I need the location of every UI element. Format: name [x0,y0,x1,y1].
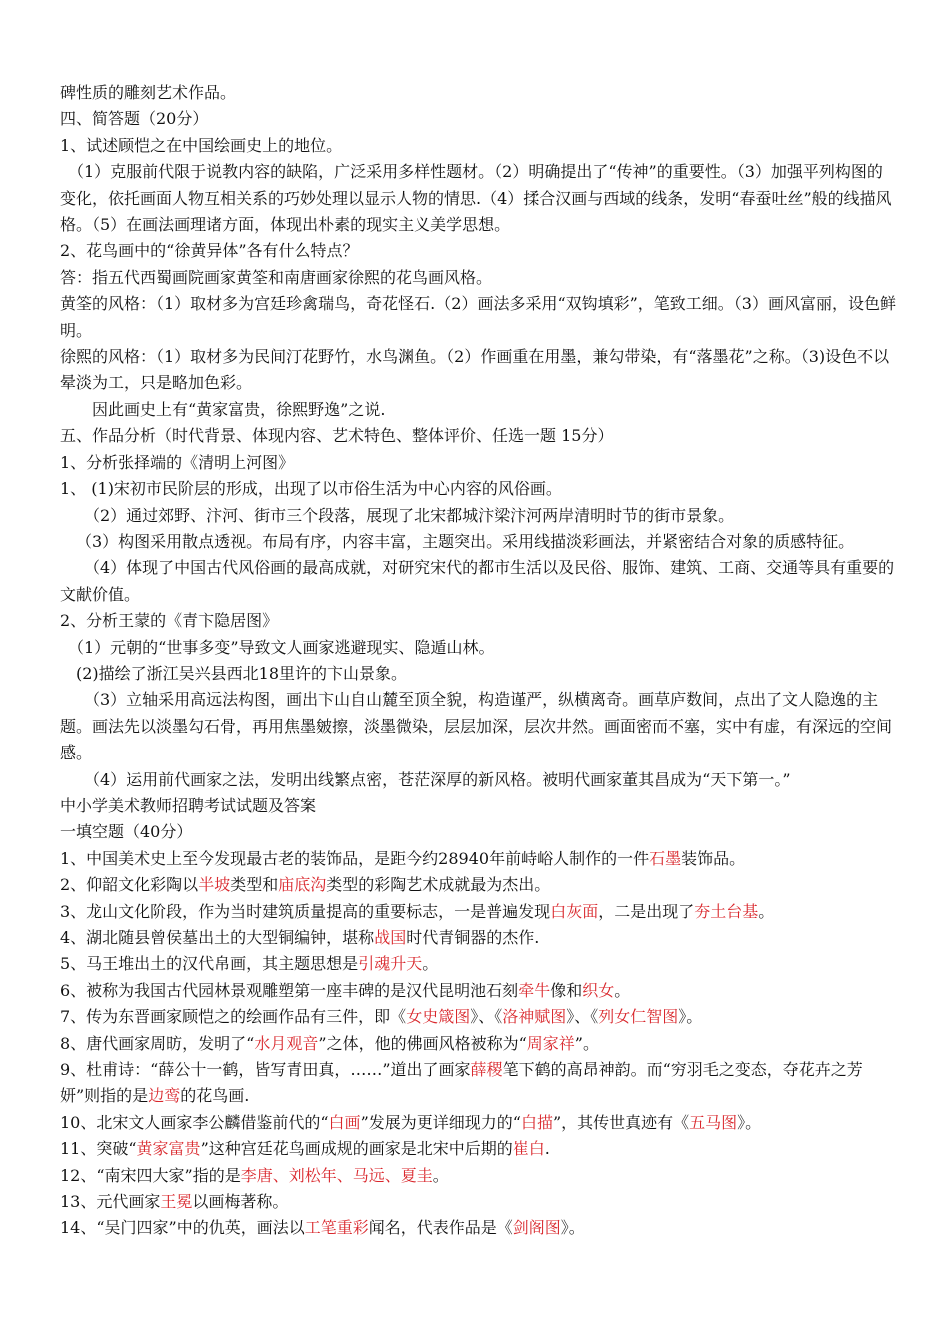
paragraph-text: 。 [614,980,631,1000]
answer-text: 周家祥 [526,1033,575,1053]
document-page [60,80,896,1242]
paragraph-text: 7、传为东晋画家顾恺之的绘画作品有三件，即《 [60,1007,407,1027]
text-paragraph [60,80,896,106]
paragraph-text: 类型的彩陶艺术成就最为杰出。 [326,875,551,895]
text-paragraph [60,608,896,634]
answer-text: 崔白 [512,1139,545,1159]
text-paragraph [60,1031,896,1057]
text-paragraph [60,1004,896,1030]
paragraph-text: ”。 [574,1033,599,1053]
paragraph-text: 5、马王堆出土的汉代帛画，其主题思想是 [60,954,359,974]
paragraph-text: ”，其传世真迹有《 [552,1112,690,1132]
paragraph-text: 闻名，代表作品是《 [368,1218,513,1238]
text-paragraph [60,555,896,608]
paragraph-text: 9、杜甫诗：“薛公十一鹤，皆写青田真，……”道出了画家 [60,1060,471,1080]
paragraph-text: 。 [758,901,775,921]
paragraph-text: (2)描绘了浙江吴兴县西北18里许的卞山景象。 [76,663,408,683]
paragraph-text: 2、仰韶文化彩陶以 [60,875,199,895]
text-paragraph [60,1136,896,1162]
paragraph-text: ，二是出现了 [598,901,695,921]
paragraph-text: 徐熙的风格：（1）取材多为民间汀花野竹，水鸟渊鱼。（2）作画重在用墨，兼勾带染，有“落墨花”之称。（3)设色不以晕淡为工，只是略加色彩。 [60,347,890,393]
paragraph-text: 因此画史上有“黄家富贵，徐熙野逸”之说. [92,399,386,419]
paragraph-text: 》。 [678,1007,703,1027]
paragraph-text: ”发展为更详细现力的“ [360,1112,521,1132]
paragraph-text: 笔下鹤的高昂神韵。而“穷羽毛之变态，夺花卉之芳妍”则指的是 [60,1060,863,1106]
answer-text: 剑阁图 [512,1218,561,1238]
answer-text: 女史箴图 [406,1007,471,1027]
text-paragraph [60,344,896,397]
answer-text: 五马图 [689,1112,738,1132]
paragraph-text: 》。 [560,1218,585,1238]
paragraph-text: 碑性质的雕刻艺术作品。 [60,83,237,102]
answer-text: 工笔重彩 [304,1218,369,1238]
text-paragraph [60,159,896,238]
paragraph-text: 类型和 [230,875,279,895]
paragraph-text: 中小学美术教师招聘考试试题及答案 [60,795,317,815]
answer-text: 半坡 [198,875,231,895]
text-paragraph [60,450,896,476]
paragraph-text: 6、被称为我国古代园林景观雕塑第一座丰碑的是汉代昆明池石刻 [60,980,519,1000]
paragraph-text: 13、元代画家 [60,1192,161,1212]
paragraph-text: 》、《 [566,1007,599,1027]
paragraph-text: 的花鸟画. [180,1086,250,1106]
paragraph-text: 2、分析王蒙的《青卞隐居图》 [60,611,279,631]
paragraph-text: 4、湖北随县曾侯墓出土的大型铜编钟，堪称 [60,928,375,947]
answer-text: 黄家富贵 [136,1139,201,1159]
text-paragraph [60,423,896,449]
paragraph-text: 五、作品分析（时代背景、体现内容、艺术特色、整体评价、任选一题 15分） [60,426,614,446]
paragraph-text: （2）通过郊野、汴河、街市三个段落，展现了北宋都城汴梁汴河两岸清明时节的街市景象。 [84,505,735,525]
paragraph-text: 》。 [737,1112,762,1132]
paragraph-text: （3）立轴采用高远法构图，画出卞山自山麓至顶全貌，构造谨严，纵横离奇。画草庐数间，点出了文人隐逸的主题。画法先以淡墨勾石骨，再用焦墨皴擦，淡墨微染，层层加深，层次井然。画面密而不塞，实中有虚，有深远的空间感。 [60,690,893,763]
paragraph-text: 1、 (1)宋初市民阶层的形成，出现了以市俗生活为中心内容的风俗画。 [60,479,562,499]
paragraph-text: （1）克服前代限于说教内容的缺陷，广泛采用多样性题材。（2）明确提出了“传神”的重要性。（3）加强平列构图的变化，依托画面人物互相关系的巧妙处理以显示人物的情思.（4）揉合汉画与西域的线条，发明“春蚕吐丝”般的线描风格。（5）在画法画理诸方面，体现出朴素的现实主义美学思想。 [60,162,892,235]
text-paragraph [60,635,896,661]
text-paragraph [60,238,896,264]
paragraph-text: 8、唐代画家周昉，发明了“ [60,1033,255,1053]
paragraph-text: （1）元朝的“世事多变”导致文人画家逃避现实、隐遁山林。 [68,637,495,657]
text-paragraph [60,1189,896,1215]
answer-text: 洛神赋图 [502,1007,567,1027]
text-paragraph [60,1057,896,1110]
paragraph-text: 10、北宋文人画家李公麟借鉴前代的“ [60,1112,329,1132]
paragraph-text: 1、分析张择端的《清明上河图》 [60,452,295,472]
text-paragraph [60,872,896,898]
paragraph-text: 。 [422,954,439,974]
answer-text: 白灰面 [550,901,599,921]
paragraph-text: 。 [432,1165,449,1185]
text-paragraph [60,291,896,344]
answer-text: 王冕 [160,1192,193,1212]
text-paragraph [60,846,896,872]
text-paragraph [60,1215,896,1241]
text-paragraph [60,1110,896,1136]
answer-text: 薛稷 [470,1060,503,1080]
text-paragraph [60,793,896,819]
text-paragraph [60,687,896,766]
paragraph-text: 以画梅著称。 [192,1192,289,1212]
text-paragraph [60,819,896,845]
text-paragraph [60,899,896,925]
text-paragraph [60,397,896,423]
text-paragraph [60,767,896,793]
answer-text: 战国 [374,928,407,947]
paragraph-text: 时代青铜器的杰作. [406,928,540,947]
paragraph-text: 12、“南宋四大家”指的是 [60,1165,241,1185]
text-paragraph [60,978,896,1004]
answer-text: 列女仁智图 [598,1007,679,1027]
answer-text: 石墨 [649,848,682,868]
text-paragraph [60,1163,896,1189]
paragraph-text: 14、“吴门四家”中的仇英，画法以 [60,1218,305,1238]
text-paragraph [60,133,896,159]
paragraph-text: 四、简答题（20分） [60,109,209,129]
paragraph-text: 答：指五代西蜀画院画家黄筌和南唐画家徐熙的花鸟画风格。 [60,267,493,287]
text-paragraph [60,951,896,977]
text-paragraph [60,661,896,687]
answer-text: 白描 [520,1112,553,1132]
paragraph-text: （4）体现了中国古代风俗画的最高成就，对研究宋代的都市生活以及民俗、服饰、建筑、工商、交通等具有重要的文献价值。 [60,558,895,604]
paragraph-text: . [544,1139,550,1159]
answer-text: 夯土台基 [694,901,759,921]
paragraph-text: 黄筌的风格：（1）取材多为宫廷珍禽瑞鸟，奇花怪石.（2）画法多采用“双钩填彩”，笔致工细。（3）画风富丽，设色鲜明。 [60,294,896,340]
paragraph-text: 一填空题（40分） [60,822,193,842]
paragraph-text: 1、中国美术史上至今发现最古老的装饰品，是距今约28940年前峙峪人制作的一件 [60,848,650,868]
text-paragraph [60,529,896,555]
paragraph-text: 》、《 [470,1007,503,1027]
text-paragraph [60,106,896,132]
answer-text: 庙底沟 [278,875,327,895]
answer-text: 织女 [582,980,615,1000]
answer-text: 引魂升天 [358,954,423,974]
paragraph-text: 3、龙山文化阶段，作为当时建筑质量提高的重要标志，一是普遍发现 [60,901,551,921]
paragraph-text: 装饰品。 [681,848,746,868]
paragraph-text: ”之体，他的佛画风格被称为“ [318,1033,527,1053]
paragraph-text: 11、突破“ [60,1139,137,1159]
paragraph-text: （3）构图采用散点透视。布局有序，内容丰富，主题突出。采用线描淡彩画法，并紧密结合对象的质感特征。 [76,531,855,551]
paragraph-text: 1、试述顾恺之在中国绘画史上的地位。 [60,135,343,155]
paragraph-text: （4）运用前代画家之法，发明出线繁点密，苍茫深厚的新风格。被明代画家董其昌成为“天下第一。” [84,769,791,789]
paragraph-text: ”这种宫廷花鸟画成规的画家是北宋中后期的 [200,1139,513,1159]
answer-text: 水月观音 [254,1033,319,1053]
text-paragraph [60,925,896,951]
paragraph-text: 2、花鸟画中的“徐黄异体”各有什么特点？ [60,241,359,261]
text-paragraph [60,265,896,291]
answer-text: 白画 [328,1112,361,1132]
text-paragraph [60,503,896,529]
answer-text: 边鸾 [148,1086,181,1106]
answer-text: 李唐、刘松年、马远、夏圭 [240,1165,433,1185]
text-paragraph [60,476,896,502]
paragraph-text: 像和 [550,980,583,1000]
answer-text: 牵牛 [518,980,551,1000]
